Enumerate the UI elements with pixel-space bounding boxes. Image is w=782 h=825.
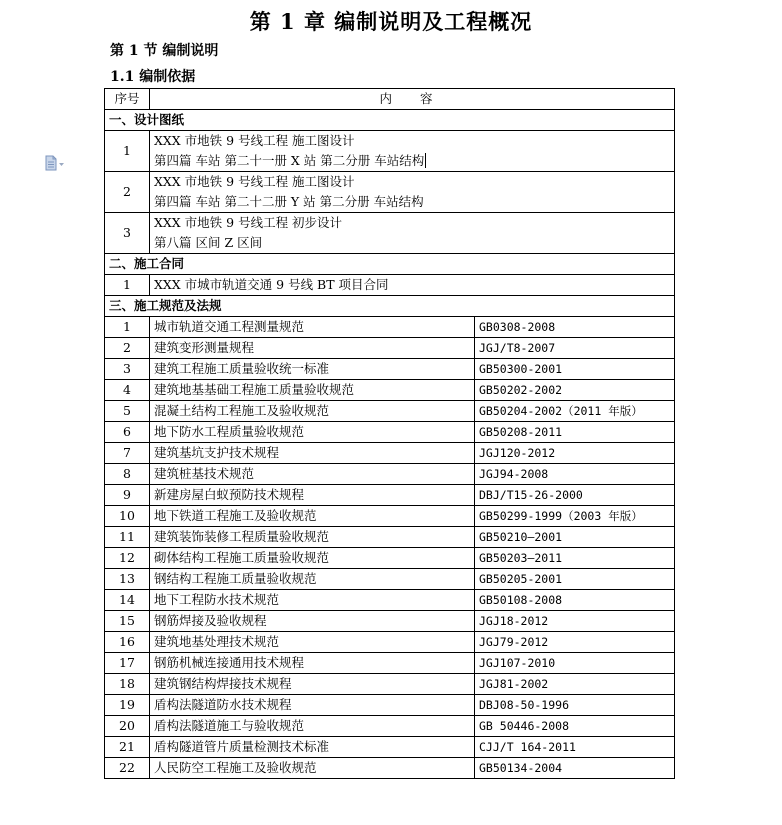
row-num[interactable]: 6 — [105, 422, 150, 443]
row-content[interactable] — [150, 213, 675, 254]
table-row — [105, 464, 675, 485]
spec-name[interactable]: 钢结构工程施工质量验收规范 — [150, 569, 475, 590]
spec-name[interactable]: 建筑地基基础工程施工质量验收规范 — [150, 380, 475, 401]
row-num[interactable]: 3 — [105, 359, 150, 380]
table-header-row — [105, 89, 675, 110]
row-num[interactable]: 11 — [105, 527, 150, 548]
header-num: 序号 — [105, 89, 150, 110]
table-row — [105, 569, 675, 590]
row-num[interactable]: 13 — [105, 569, 150, 590]
row-line-text: 第四篇 车站 第二十一册 X 站 第二分册 车站结构 — [154, 153, 425, 168]
row-num[interactable]: 19 — [105, 695, 150, 716]
table-row — [105, 359, 675, 380]
spec-code[interactable]: JGJ94-2008 — [475, 464, 675, 485]
header-content: 内 容 — [150, 89, 675, 110]
chapter-title: 第 1 章 编制说明及工程概况 — [249, 9, 533, 34]
table-row — [105, 443, 675, 464]
table-row — [105, 380, 675, 401]
group-row — [105, 110, 675, 131]
row-line: XXX 市地铁 9 号线工程 初步设计 — [154, 215, 343, 230]
table-row — [105, 506, 675, 527]
table-row — [105, 758, 675, 779]
spec-name[interactable]: 城市轨道交通工程测量规范 — [150, 317, 475, 338]
row-num[interactable]: 17 — [105, 653, 150, 674]
row-num[interactable]: 12 — [105, 548, 150, 569]
spec-name[interactable]: 建筑桩基技术规范 — [150, 464, 475, 485]
row-num[interactable]: 10 — [105, 506, 150, 527]
row-content[interactable] — [150, 131, 675, 172]
table-row — [105, 485, 675, 506]
basis-table — [104, 88, 675, 779]
spec-name[interactable]: 钢筋机械连接通用技术规程 — [150, 653, 475, 674]
spec-code[interactable]: GB50210—2001 — [475, 527, 675, 548]
row-content[interactable]: XXX 市城市轨道交通 9 号线 BT 项目合同 — [150, 275, 675, 296]
row-num[interactable]: 9 — [105, 485, 150, 506]
table-row — [105, 548, 675, 569]
spec-code[interactable]: CJJ/T 164-2011 — [475, 737, 675, 758]
row-num[interactable]: 7 — [105, 443, 150, 464]
spec-name[interactable]: 盾构法隧道施工与验收规范 — [150, 716, 475, 737]
spec-name[interactable]: 盾构法隧道防水技术规程 — [150, 695, 475, 716]
table-row — [105, 422, 675, 443]
spec-name[interactable]: 人民防空工程施工及验收规范 — [150, 758, 475, 779]
row-line: XXX 市地铁 9 号线工程 施工图设计 — [154, 174, 355, 189]
spec-code[interactable]: DBJ08-50-1996 — [475, 695, 675, 716]
row-line — [154, 151, 670, 171]
row-num[interactable]: 2 — [105, 338, 150, 359]
row-num[interactable]: 22 — [105, 758, 150, 779]
row-line: XXX 市地铁 9 号线工程 施工图设计 — [154, 133, 355, 148]
spec-code[interactable]: JGJ/T8-2007 — [475, 338, 675, 359]
spec-name[interactable]: 砌体结构工程施工质量验收规范 — [150, 548, 475, 569]
row-num[interactable]: 15 — [105, 611, 150, 632]
table-row — [105, 611, 675, 632]
row-line: 第四篇 车站 第二十二册 Y 站 第二分册 车站结构 — [154, 194, 424, 209]
spec-name[interactable]: 建筑变形测量规程 — [150, 338, 475, 359]
spec-name[interactable]: 钢筋焊接及验收规程 — [150, 611, 475, 632]
spec-code[interactable]: GB50204-2002（2011 年版） — [475, 401, 675, 422]
spec-code[interactable]: JGJ79-2012 — [475, 632, 675, 653]
spec-code[interactable]: GB0308-2008 — [475, 317, 675, 338]
spec-code[interactable]: GB50300-2001 — [475, 359, 675, 380]
spec-code[interactable]: GB50205-2001 — [475, 569, 675, 590]
row-num[interactable]: 4 — [105, 380, 150, 401]
spec-code[interactable]: GB50208-2011 — [475, 422, 675, 443]
row-content[interactable] — [150, 172, 675, 213]
table-row — [105, 632, 675, 653]
row-num: 1 — [105, 275, 150, 296]
text-cursor — [425, 153, 426, 168]
group-title-design: 一、设计图纸 — [105, 110, 675, 131]
table-row — [105, 737, 675, 758]
table-row — [105, 716, 675, 737]
table-row — [105, 401, 675, 422]
table-row — [105, 674, 675, 695]
spec-code[interactable]: GB50203—2011 — [475, 548, 675, 569]
spec-name[interactable]: 建筑地基处理技术规范 — [150, 632, 475, 653]
table-row — [105, 213, 675, 254]
row-num[interactable]: 1 — [105, 317, 150, 338]
document-dropdown-icon[interactable] — [44, 155, 66, 171]
spec-name[interactable]: 新建房屋白蚁预防技术规程 — [150, 485, 475, 506]
spec-name[interactable]: 地下铁道工程施工及验收规范 — [150, 506, 475, 527]
table-row — [105, 338, 675, 359]
spec-name[interactable]: 建筑工程施工质量验收统一标准 — [150, 359, 475, 380]
spec-code[interactable]: GB50134-2004 — [475, 758, 675, 779]
spec-name[interactable]: 建筑基坑支护技术规程 — [150, 443, 475, 464]
row-num: 2 — [105, 172, 150, 213]
table-row — [105, 527, 675, 548]
spec-code[interactable]: GB50108-2008 — [475, 590, 675, 611]
spec-rows — [105, 317, 675, 779]
spec-code[interactable]: GB50299-1999（2003 年版） — [475, 506, 675, 527]
spec-code[interactable]: JGJ18-2012 — [475, 611, 675, 632]
spec-name[interactable]: 混凝土结构工程施工及验收规范 — [150, 401, 475, 422]
spec-code[interactable]: JGJ81-2002 — [475, 674, 675, 695]
row-num[interactable]: 16 — [105, 632, 150, 653]
spec-code[interactable]: GB 50446-2008 — [475, 716, 675, 737]
row-line: 第八篇 区间 Z 区间 — [154, 235, 263, 250]
row-num: 1 — [105, 131, 150, 172]
table-row — [105, 172, 675, 213]
spec-name[interactable]: 地下防水工程质量验收规范 — [150, 422, 475, 443]
row-num[interactable]: 5 — [105, 401, 150, 422]
row-num[interactable]: 14 — [105, 590, 150, 611]
spec-name[interactable]: 建筑钢结构焊接技术规程 — [150, 674, 475, 695]
subsection-title: 1.1 编制依据 — [110, 69, 196, 85]
table-row — [105, 653, 675, 674]
row-num: 3 — [105, 213, 150, 254]
spec-name[interactable]: 建筑装饰装修工程质量验收规范 — [150, 527, 475, 548]
spec-code[interactable]: JGJ120-2012 — [475, 443, 675, 464]
spec-code[interactable]: DBJ/T15-26-2000 — [475, 485, 675, 506]
row-num[interactable]: 8 — [105, 464, 150, 485]
spec-code[interactable]: JGJ107-2010 — [475, 653, 675, 674]
group-title-specs: 三、施工规范及法规 — [105, 296, 675, 317]
table-row — [105, 695, 675, 716]
group-row — [105, 296, 675, 317]
table-row — [105, 590, 675, 611]
row-num[interactable]: 20 — [105, 716, 150, 737]
row-num[interactable]: 21 — [105, 737, 150, 758]
group-row — [105, 254, 675, 275]
table-row — [105, 275, 675, 296]
table-row — [105, 317, 675, 338]
group-title-contract: 二、施工合同 — [105, 254, 675, 275]
section-title: 第 1 节 编制说明 — [110, 43, 219, 59]
row-num[interactable]: 18 — [105, 674, 150, 695]
table-row — [105, 131, 675, 172]
spec-code[interactable]: GB50202-2002 — [475, 380, 675, 401]
spec-name[interactable]: 盾构隧道管片质量检测技术标准 — [150, 737, 475, 758]
spec-name[interactable]: 地下工程防水技术规范 — [150, 590, 475, 611]
